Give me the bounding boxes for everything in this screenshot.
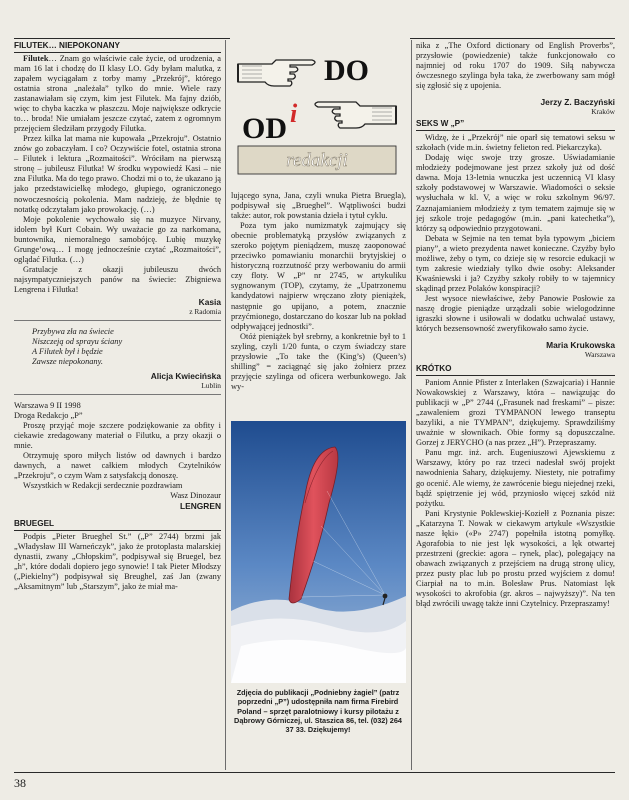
heading-underline (14, 530, 221, 531)
paragraph: Jest wysoce niewłaściwe, żeby Panowie Posłowie za naszę drogie pieniądze urządzali sobie wielogodzinne igraszki słowne i usiłowali w dodatku uchwalać ustawy, których bezsensowność zweryfikowało samo życie. (416, 293, 615, 334)
pointing-hand-icon (238, 60, 315, 86)
paragraph: Otóż pieniążek był srebrny, a konkretnie był to 1 szyling, czyli 1/20 funta, o czym świadczy stare przysłowie „To take the (King’s) (Queen’s) shilling” = zaciągnąć się jako żołnierz przez przyjęcie szylinga od oficera werbunkowego. Jak wy- (231, 331, 406, 391)
paragraph: lującego syna, Jana, czyli wnuka Pietra Bruegla), podpisywał się „Brueghel”. Wątpliwości budzi także: autor, rok powstania dzieła i tytuł cyklu. (231, 191, 406, 221)
top-rule-left (14, 38, 230, 39)
heading-underline (416, 130, 615, 131)
paragraph: nika z „The Oxford dictionary od English Proverbs”, przysłowie (powiedzenie) także funkcjonowało co najmniej od roku 1707 do 1909. Siłą nabywcza ówczesnego szylinga była taka, że zwerbowany sam mógł się zgłosić się z upojenia. (416, 41, 615, 91)
column-divider-right (411, 40, 412, 770)
column-divider-left (225, 40, 226, 770)
logo-redakcji-text: redakcji (286, 150, 348, 171)
pointing-hand-icon (315, 102, 396, 128)
signature-city: Lublin (201, 380, 221, 390)
paragraph: Debata w Sejmie na ten temat była typowym „biciem piany”, a wieto prezydenta nawet konieczne. Czyżby było możliwe, żeby o tym, co dzieje się w resorcie edukacji w tym zakresie wiedziały tylko dwie osoby: Aleksander Kwaśniewski i ja? Czyżby szkoły robiły to w tajemnicy skądinąd przez Polaków konspiracji? (416, 233, 615, 293)
signature-baczynski: Jerzy Z. Baczyński (540, 97, 615, 108)
paragraph: Filutek… Znam go właściwie całe życie, od urodzenia, a mam 16 lat i chodzę do II klasy LO. Gdy byłam malutka, z zapałem wyciągałam z torby mamy „Przekrój”, którego ostatnia strona „należała” tylko do mnie. Wiele razy zastanawiałam się czym, kim jest Filutek. Ma fajny dziób, więc to chyba kaczka w płaszczu. Moje największe odkrycie to… broda! Nie umiałam jeszcze czytać, zatem z ogromnym przejęciem śledziłam przygody Filutka. (14, 53, 221, 134)
top-rule-right (410, 38, 615, 39)
heading-underline (416, 375, 615, 376)
heading-seks: SEKS W „P” (416, 119, 465, 129)
paragraph: Dodaję więc swoje trzy grosze. Uświadamianie młodzieży podejmowane jest przez szkoły już od dość dawna. Moja 13-letnia wnuczka jest uczennicą VI klasy szkoły podstawowej w Warszawie. Wiadomości o seksie wysłuchała w kl. V, a więc w roku szkolnym 96/97. Zaznajamianiem młodzieży z tym tematem zajmuje się w jej szkole troje pedagogów (m.in. „pani katechetka”), którzy są odpowiednio przygotowani. (416, 153, 615, 233)
signature-city: Warszawa (584, 350, 615, 360)
poem-line: Niszczeją od sprayu ściany (32, 336, 123, 346)
page-number: 38 (14, 776, 26, 790)
signature-title: Wasz Dinozaur (170, 491, 221, 501)
signature-city: z Radomia (189, 307, 221, 317)
paraglider-image (231, 421, 406, 683)
paragraph: Pani Krystynie Poklewskiej-Koziełł z Poznania pisze: „Katarzyna T. Nowak w ciekawym artykule «Wszystkie nasze łęki» («P» 2747) popełniła istotną pomyłkę. Agorafobia to nie jest lęk wysokości, a lęk otwartej przestrzeni (greckie: agora – rynek, plac), polegający na obawach związanych z przejściem na drugą stronę ulicy, przez pusty plac lub po prostu przed wyjściem z domu! Ciarpiał na to m.in. Bolesław Prus. Natomiast lęk wysokości to akrofobia (gr. akros – najwyższy)”. Na ten błąd zwrócili uwagę także inni Czytelnicy. Przepraszamy! (416, 508, 615, 609)
middle-column (231, 191, 406, 392)
bottom-rule (14, 772, 615, 773)
paragraph: Gratulacje z okazji jubileuszu dwóch najsympatyczniejszych panów na świecie: Zbigniewa Lengrena i Filutka! (14, 264, 221, 294)
paragraph: Wszystkich w Redakcji serdecznie pozdrawiam (23, 481, 183, 491)
logo-i-text: i (290, 99, 298, 128)
poem-line: Zawsze niepokonany. (32, 356, 103, 366)
poem-line: A Filutek był i będzie (32, 346, 103, 356)
paragraph: Panu mgr. inż. arch. Eugeniuszowi Ajewskiemu z Warszawy, który po raz trzeci nadesłał swój projekt nawodnienia Sahary, dziękujemy. Niestety, nie potrafimy go ocenić. Ale wiemy, że zawrócenie biegu niejednej rzeki, bądź spiętrzenie jej wód, przyniosło więcej szkód niż pożytku. (416, 448, 615, 508)
poem-line: Przybywa zła na świecie (32, 326, 114, 336)
signature-lengren: LENGREN (180, 501, 221, 512)
logo-graphic (232, 48, 402, 188)
heading-filutek: FILUTEK… NIEPOKONANY (14, 41, 120, 50)
heading-krotko: KRÓTKO (416, 364, 452, 374)
paragraph: Przez kilka lat mama nie kupowała „Przekroju”. Ostatnio znów go zobaczyłam. I co? Oczywiście fotel, ostatnia strona – Filutek i lektura „Rozmaitości”. Wróciłam na pierwszą stronę – jubileusz Filutka! W środku wypowiedź Kasi – nie zna Filutka. Ma do tego prawo. Chodzi mi o to, że ukazano ją jako przedstawicielkę młodego, głupiego, ograniczonego nowoczesnością pokolenia. Mam nadzieję, że błędnie tę notatkę odczytałam jako prowokację. (…) (14, 134, 221, 214)
paragraph: Podpis „Pieter Brueghel St.” („P” 2744) brzmi jak „Władysław III Warneńczyk”, jako że protoplasta malarskiej dynastii, zwany „Chłopskim”, podpisywał się Bruegel, bez „h”, które dodali dopiero jego synowie! I tak Pieter Młodszy („Piekielny”) podpisywał się Breughel, zaś Jan (zwany „Aksamitnym” lub „Starszym”, jako że miał ma- (14, 532, 221, 592)
paragraph: Widzę, że i „Przekrój” nie oparł się tematowi seksu w szkołach (vide m.in. świetny felieton red. Piekarczyka). (416, 133, 615, 153)
letter-salutation: Droga Redakcjo „P” (14, 410, 83, 420)
paragraph: Otrzymuję sporo miłych listów od dawnych i bardzo dawnych, a nawet całkiem młodych Czytelników „Przekroju”, o czym Wam z satysfakcją donoszę. (14, 450, 221, 481)
paragraph: Poza tym jako numizmatyk zajmujący się obecnie problematyką przysłów związanych z szeroko pojętym pieniądzem, muszę zaoponować przeciwko pomawianiu monarchii brytyjskiej o historyczną rozrzutność przy werbowaniu do armii czy floty. W „P” nr 2745, w artykuliku sygnowanym (TOP), czytamy, że „Upatrzonemu kandydatowi najpierw wręczano złoty pieniążek, następnie go upijano, a potem, znacznie przyćmionego, dostarczano do koszar lub na pokład odpływającej jednostki”. (231, 221, 406, 331)
heading-underline (14, 52, 221, 53)
signature-krukowska: Maria Krukowska (546, 340, 615, 351)
paragraph: Proszę przyjąć moje szczere podziękowanie za obfity i ciekawie zredagowany materiał o Filutku, a przy okazji o mnie. (14, 420, 221, 450)
signature-kasia: Kasia (198, 296, 221, 307)
divider (14, 320, 221, 321)
paraglider-photo (231, 421, 406, 683)
paragraph: Moje pokolenie wychowało się na muzyce Nirvany, idolem był Kurt Cobain. Wy uważacie go za narkomana, buntownika, niemoralnego samobójcę. Lubię muzykę Grunge’ową… I mogę jednocześnie czytać „Rozmaitości”, oglądać Filutka. (…) (14, 214, 221, 264)
logo-do-text: DO (324, 54, 369, 87)
paragraph: Paniom Annie Pfister z Interlaken (Szwajcaria) i Hannie Nowakowskiej z Warszawy, która – nawiązując do publikacji w „P” 2744 („Frasunek nad freskami” – pisze: „zawaleniem grozi TYMPANON lewego transeptu bazyliki, a nie TYMPAN”, dziękujemy. Sprawdziliśmy uważnie w słownikach. Obie formy są dopuszczalne. Gorzej z JERYCHO (a nas przez „H”). Przepraszamy. (416, 378, 615, 448)
right-column (416, 41, 615, 609)
divider (14, 394, 221, 395)
do-od-redakcji-logo (232, 48, 402, 188)
signature-alicja: Alicja Kwiecińska (150, 370, 221, 381)
logo-od-text: OD (242, 112, 287, 145)
photo-caption: Zdjęcia do publikacji „Podniebny żagiel” (patrz poprzedni „P”) udostępniła nam firma Firebird Poland – sprzęt paralotniowy i kursy pilotażu z Dąbrowy Górniczej, ul. Staszica 86, tel. (032) 264 37 33. Dziękujemy! (234, 688, 402, 735)
signature-city: Kraków (591, 107, 615, 117)
heading-bruegel: BRUEGEL (14, 519, 55, 529)
left-column (14, 41, 221, 592)
letter-date: Warszawa 9 II 1998 (14, 400, 81, 410)
